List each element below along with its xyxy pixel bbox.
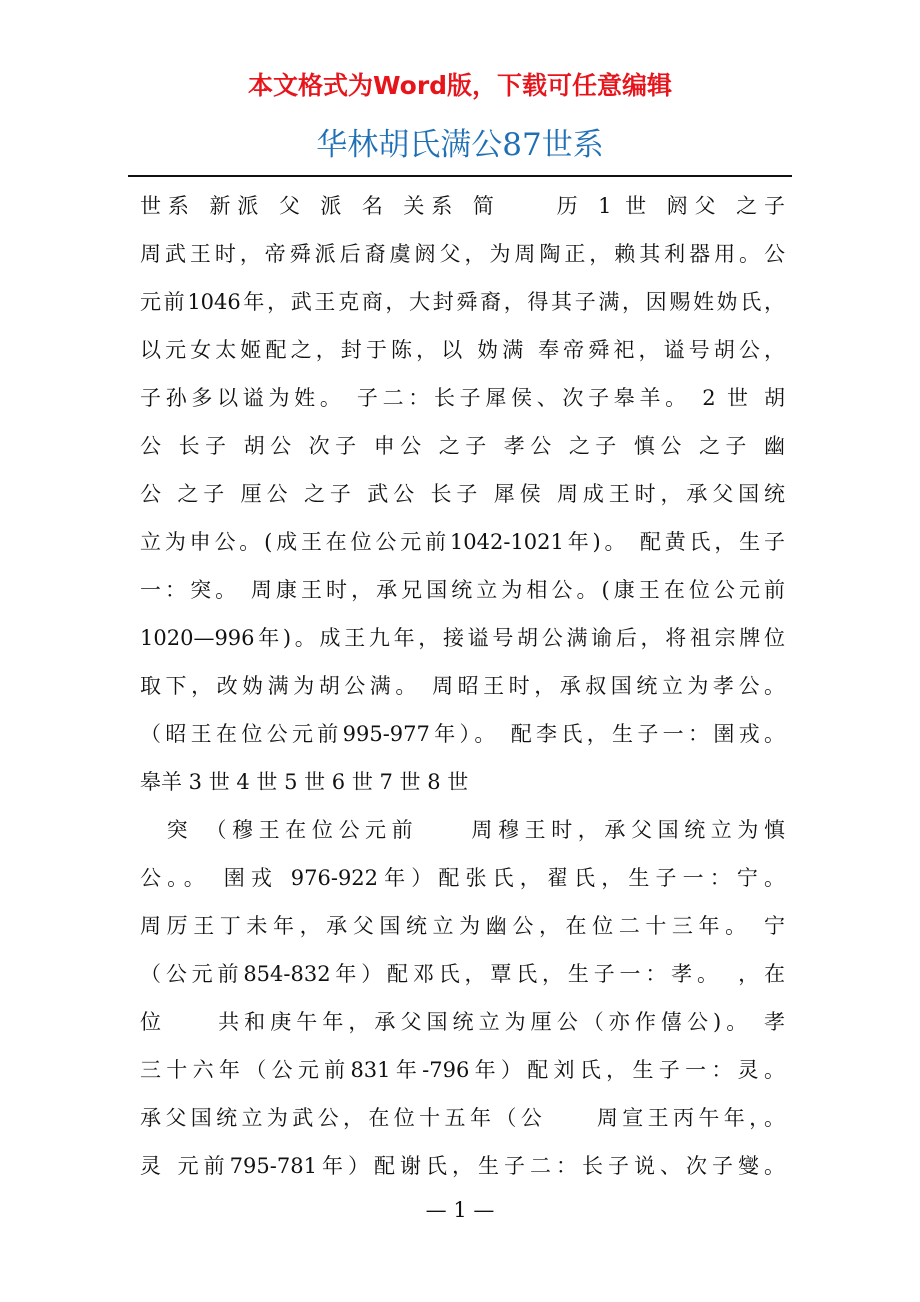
body-line-8: 立为申公。(成王在位公元前1042-1021年)。 配黄氏，生子 [140,530,785,554]
body-line-20: 承父国统立为武公，在位十五年（公 周宣王丙午年，。 [140,1106,785,1130]
body-line-3: 元前1046年，武王克商，大封舜裔，得其子满，因赐姓妫氏， [140,290,785,314]
body-line-9: 一：突。 周康王时，承兄国统立为相公。(康王在位公元前 [140,578,785,602]
page-number: — 1 — [425,1198,495,1222]
body-line-16: 周厉王丁未年，承父国统立为幽公，在位二十三年。 宁 [140,914,785,938]
word-format-notice: 本文格式为Word版，下载可任意编辑 [247,71,673,100]
body-line-21: 灵 元前795-781年）配谢氏，生子二：长子说、次子燮。 [140,1154,785,1178]
body-line-17: （公元前854-832年）配邓氏，覃氏，生子一：孝。 ，在 [140,962,785,986]
body-line-7: 公 之子 厘公 之子 武公 长子 犀侯 周成王时，承父国统 [140,482,785,506]
document-title: 华林胡氏满公87世系 [316,127,604,163]
body-line-12: （昭王在位公元前995-977年）。 配李氏，生子一：圉戎。 [140,722,785,746]
body-line-2: 周武王时，帝舜派后裔虞阏父，为周陶正，赖其利器用。公 [140,242,785,266]
body-line-14: 突 （穆王在位公元前 周穆王时，承父国统立为慎 [140,818,785,842]
body-line-1: 世系 新派 父 派 名 关系 简 历 1 世 阏父 之子 [140,194,785,218]
body-line-19: 三十六年（公元前831年-796年）配刘氏，生子一：灵。 [140,1058,785,1082]
genealogy-body [140,182,785,1190]
body-line-11: 取下，改妫满为胡公满。 周昭王时，承叔国统立为孝公。 [140,674,785,698]
body-line-5: 子孙多以谥为姓。 子二：长子犀侯、次子皋羊。 2 世 胡 [140,386,785,410]
title-divider [128,175,792,177]
body-line-13: 皋羊 3 世 4 世 5 世 6 世 7 世 8 世 [140,770,469,794]
body-line-18: 位 共和庚午年，承父国统立为厘公（亦作僖公)。 孝 [140,1010,785,1034]
body-line-10: 1020—996年)。成王九年，接谥号胡公满谕后，将祖宗牌位 [140,626,785,650]
body-line-6: 公 长子 胡公 次子 申公 之子 孝公 之子 慎公 之子 幽 [140,434,785,458]
body-line-4: 以元女太姬配之，封于陈，以 妫满 奉帝舜祀，谥号胡公， [140,338,785,362]
body-line-15: 公。。 圉戎 976-922年）配张氏，翟氏，生子一：宁。 [140,866,785,890]
